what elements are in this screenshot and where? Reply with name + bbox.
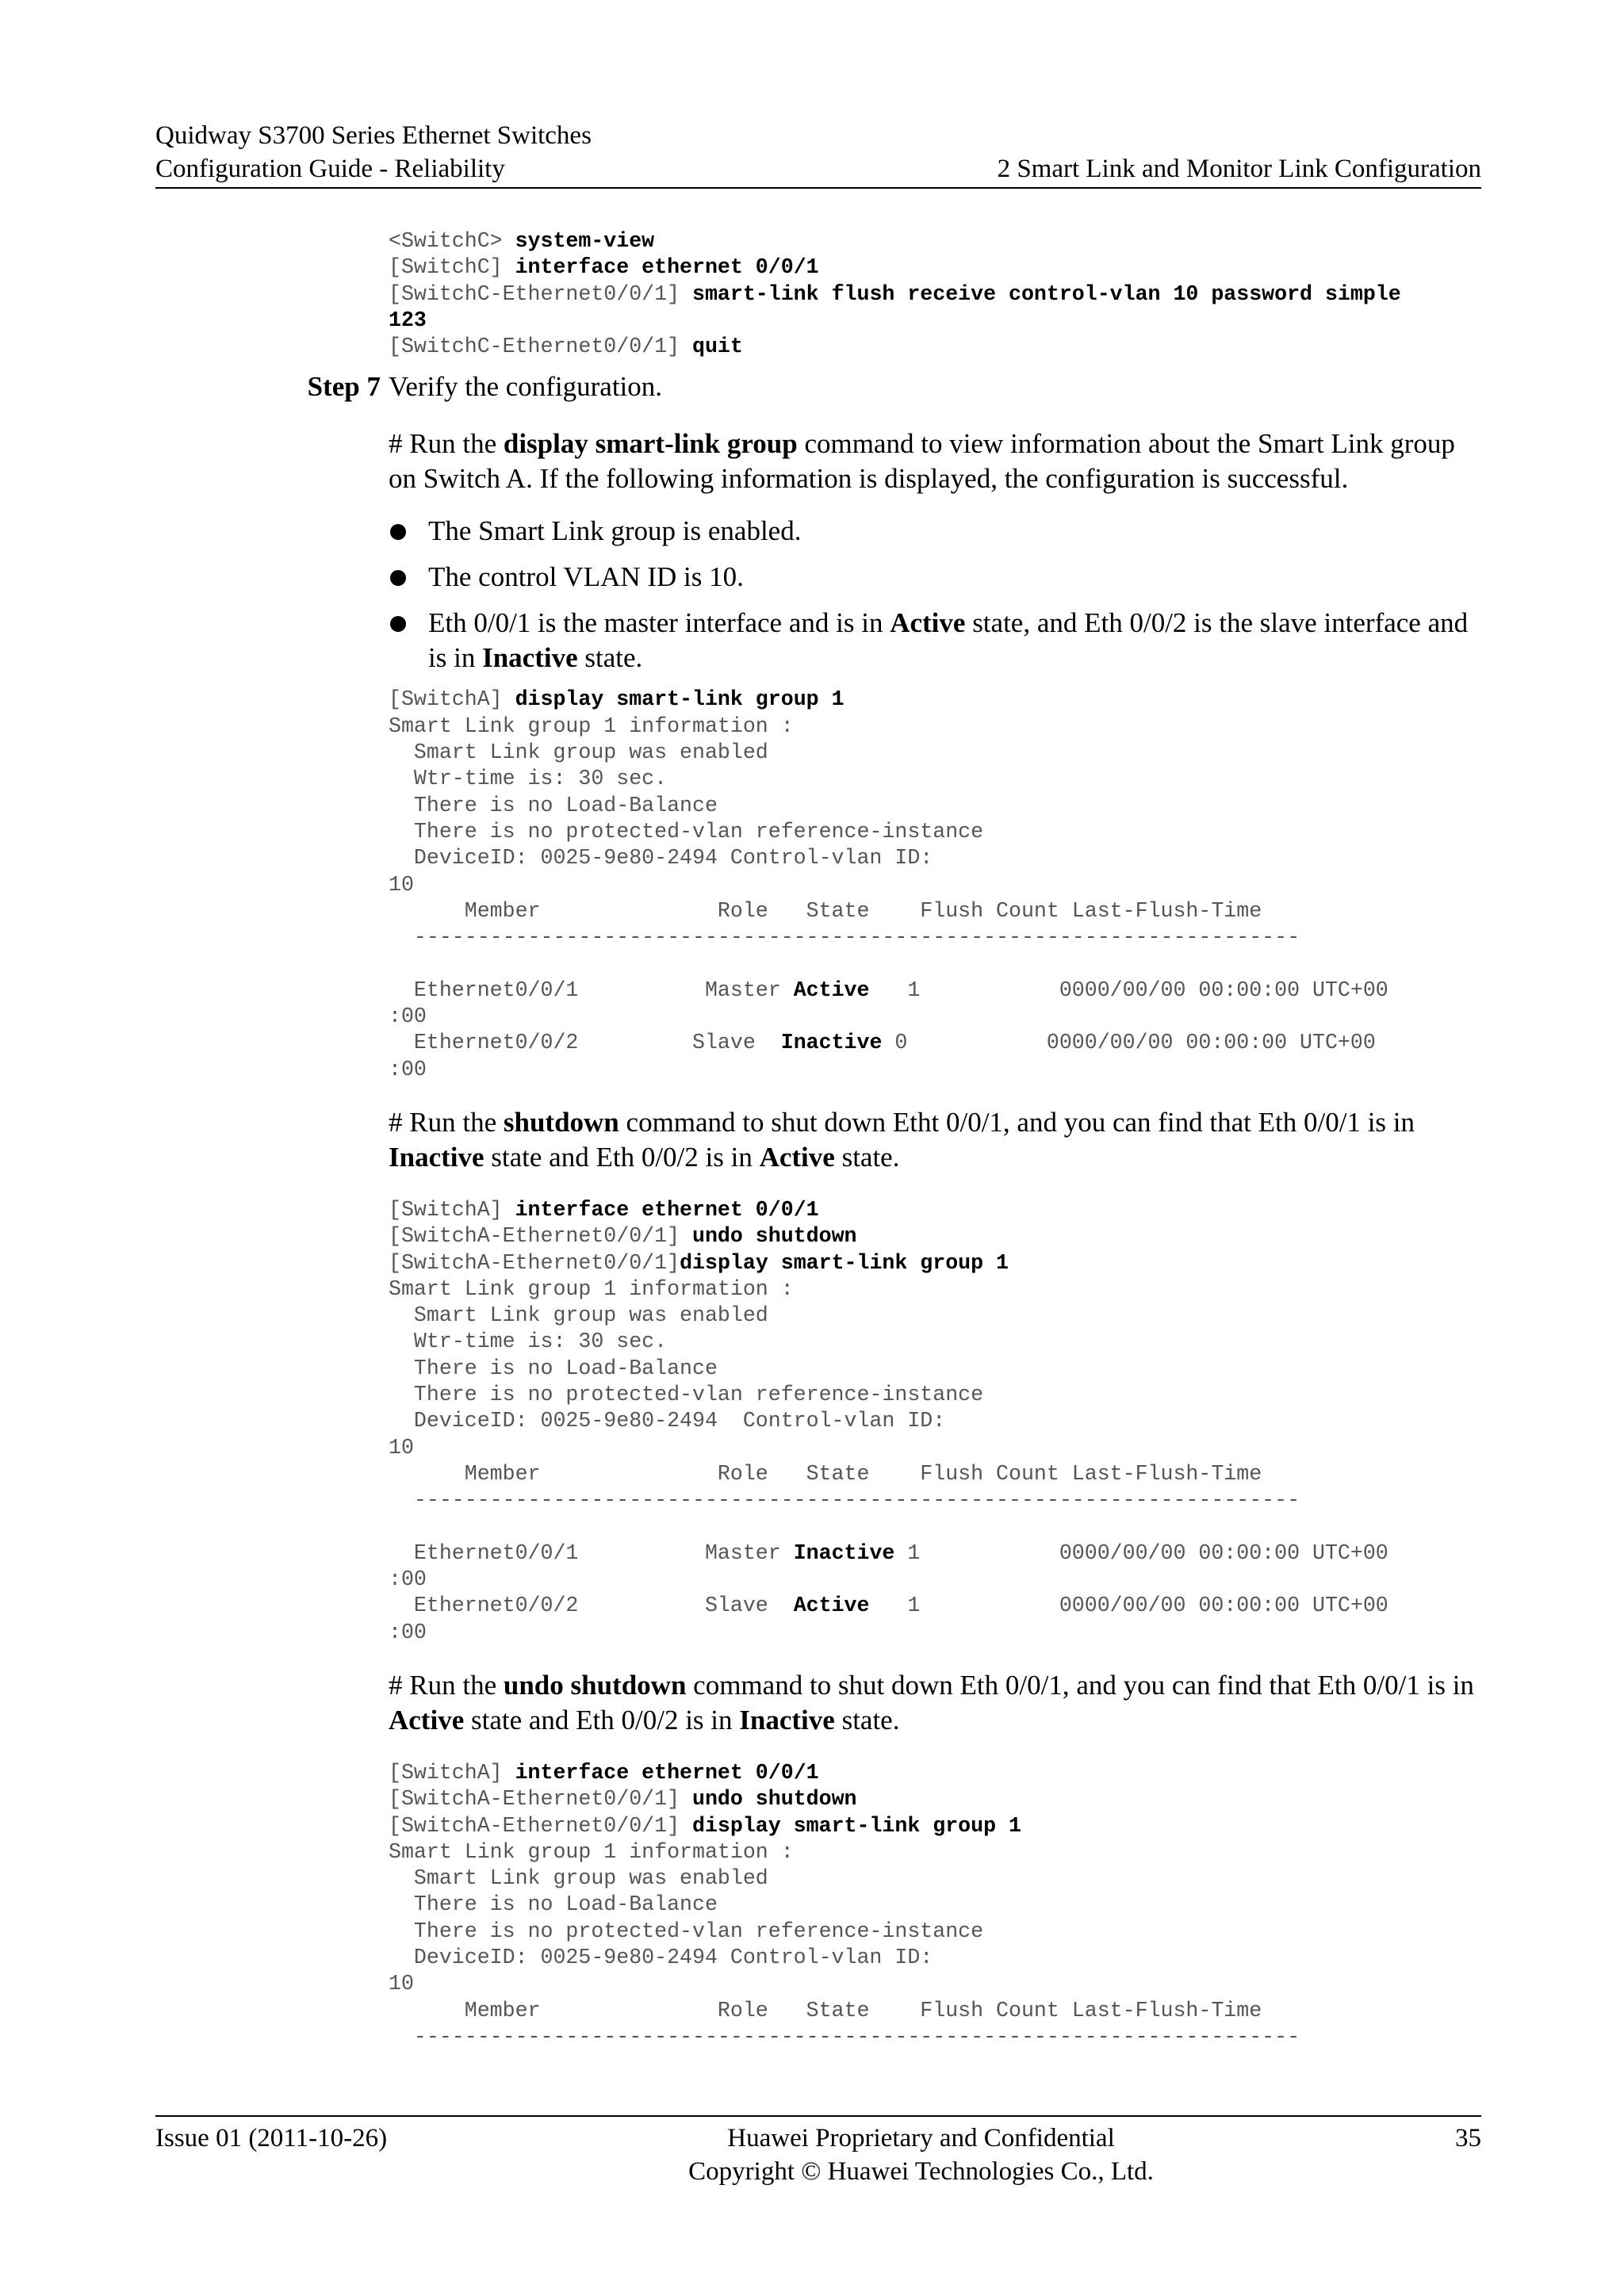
code-line bbox=[389, 1488, 1300, 1512]
code-line bbox=[389, 1383, 983, 1406]
text-fragment: command to shut down Eth 0/0/1, and you can find that Eth 0/0/1 is in bbox=[686, 1669, 1474, 1701]
code-text: [SwitchA-Ethernet0/0/1] bbox=[389, 1250, 680, 1275]
footer-copyright: Copyright © Huawei Technologies Co., Ltd. bbox=[688, 2157, 1154, 2186]
code-command: display smart-link group 1 bbox=[692, 1813, 1021, 1838]
header-product: Quidway S3700 Series Ethernet Switches bbox=[155, 121, 592, 150]
header-guide: Configuration Guide - Reliability bbox=[155, 155, 505, 183]
list-item bbox=[389, 514, 1484, 549]
text-fragment: state and Eth 0/0/2 is in bbox=[484, 1141, 760, 1173]
code-line bbox=[389, 1621, 427, 1644]
code-command: display smart-link group 1 bbox=[680, 1250, 1009, 1275]
code-command: system-view bbox=[515, 229, 655, 253]
code-text: Smart Link group 1 information : bbox=[389, 1276, 794, 1301]
code-line bbox=[389, 1462, 1262, 1486]
text-fragment: # Run the bbox=[389, 428, 504, 460]
code-text: [SwitchA-Ethernet0/0/1] bbox=[389, 1224, 693, 1249]
code-line bbox=[389, 1198, 819, 1222]
code-block-display-1 bbox=[389, 687, 1484, 1082]
code-command: Active bbox=[793, 978, 870, 1002]
code-block-display-3 bbox=[389, 1760, 1484, 2050]
code-line bbox=[389, 1972, 414, 1996]
page-footer bbox=[155, 2115, 1481, 2188]
code-line bbox=[389, 846, 933, 870]
page-content bbox=[307, 228, 1484, 2050]
code-line bbox=[389, 714, 794, 738]
step-label: Step 7 bbox=[307, 371, 381, 403]
code-line bbox=[389, 820, 983, 844]
code-line bbox=[389, 767, 667, 790]
code-line bbox=[389, 1330, 667, 1353]
header-row-1 bbox=[155, 119, 1481, 152]
list-item bbox=[389, 606, 1484, 675]
code-line bbox=[389, 1031, 1376, 1054]
state-inactive: Inactive bbox=[389, 1141, 485, 1173]
code-command: Inactive bbox=[780, 1031, 883, 1055]
code-line bbox=[389, 1946, 933, 1969]
text-fragment: Eth 0/0/1 is the master interface and is in bbox=[428, 607, 891, 639]
code-text: Ethernet0/0/2 Slave bbox=[389, 1031, 781, 1055]
code-text: 10 bbox=[389, 1435, 414, 1460]
paragraph-undo-shutdown bbox=[389, 1668, 1484, 1738]
code-line bbox=[389, 873, 414, 897]
code-line bbox=[389, 925, 1300, 949]
code-text: DeviceID: 0025-9e80-2494 Control-vlan ID: bbox=[389, 1409, 946, 1433]
code-text: Member Role State Flush Count Last-Flush-Time bbox=[389, 1461, 1262, 1486]
code-line bbox=[389, 1787, 856, 1811]
paragraph-display-command bbox=[389, 427, 1484, 496]
code-text: Smart Link group 1 information : bbox=[389, 714, 794, 738]
code-line bbox=[389, 1224, 856, 1248]
paragraph-shutdown bbox=[389, 1105, 1484, 1175]
code-command: undo shutdown bbox=[692, 1224, 857, 1249]
list-item-text: The Smart Link group is enabled. bbox=[428, 515, 802, 547]
code-line bbox=[389, 1303, 768, 1327]
code-line bbox=[389, 1840, 794, 1864]
code-text: :00 bbox=[389, 1567, 427, 1592]
code-line bbox=[389, 1999, 1262, 2022]
code-line bbox=[389, 1357, 718, 1380]
code-text: Ethernet0/0/1 Master bbox=[389, 978, 794, 1002]
code-text: ---------------------------------------------------------------------- bbox=[389, 2024, 1300, 2049]
code-text: 1 0000/00/00 00:00:00 UTC+00 bbox=[869, 978, 1388, 1002]
code-text: There is no Load-Balance bbox=[389, 1892, 718, 1917]
code-line bbox=[389, 1251, 1009, 1275]
header-row-2 bbox=[155, 152, 1481, 186]
code-line bbox=[389, 1058, 427, 1081]
code-block-switchc bbox=[389, 228, 1484, 360]
bullet-dot-icon bbox=[390, 570, 406, 586]
code-command: Active bbox=[793, 1594, 870, 1618]
header-chapter: 2 Smart Link and Monitor Link Configuration bbox=[997, 155, 1481, 183]
code-text: There is no Load-Balance bbox=[389, 793, 718, 817]
code-text: Ethernet0/0/2 Slave bbox=[389, 1594, 794, 1618]
code-text: [SwitchC-Ethernet0/0/1] bbox=[389, 281, 693, 306]
code-line bbox=[389, 308, 427, 332]
code-line bbox=[389, 1567, 427, 1591]
code-text: :00 bbox=[389, 1620, 427, 1644]
code-command: smart-link flush receive control-vlan 10 password simple bbox=[692, 281, 1401, 306]
code-text: [SwitchA-Ethernet0/0/1] bbox=[389, 1787, 693, 1812]
code-text: Member Role State Flush Count Last-Flush-Time bbox=[389, 898, 1262, 923]
code-text: ---------------------------------------------------------------------- bbox=[389, 1488, 1300, 1513]
code-line bbox=[389, 899, 1262, 923]
code-line bbox=[389, 229, 654, 253]
step-title: Verify the configuration. bbox=[389, 371, 663, 403]
code-line bbox=[389, 255, 819, 279]
bullet-dot-icon bbox=[390, 616, 406, 632]
code-text: There is no protected-vlan reference-instance bbox=[389, 1919, 984, 1943]
footer-row bbox=[155, 2122, 1481, 2188]
code-text: Smart Link group was enabled bbox=[389, 1866, 768, 1891]
code-text: [SwitchA] bbox=[389, 687, 515, 712]
code-text: Member Role State Flush Count Last-Flush-Time bbox=[389, 1998, 1262, 2022]
page-header bbox=[155, 119, 1481, 189]
code-text: 10 bbox=[389, 872, 414, 897]
footer-page-number: 35 bbox=[1455, 2124, 1481, 2152]
code-text: There is no protected-vlan reference-instance bbox=[389, 1383, 984, 1407]
text-fragment: # Run the bbox=[389, 1669, 504, 1701]
spacer bbox=[389, 1738, 1484, 1760]
code-text: ---------------------------------------------------------------------- bbox=[389, 925, 1300, 950]
code-command: undo shutdown bbox=[692, 1787, 857, 1812]
text-fragment: state. bbox=[834, 1704, 900, 1735]
code-text: DeviceID: 0025-9e80-2494 Control-vlan ID: bbox=[389, 1946, 933, 1970]
code-command: 123 bbox=[389, 308, 427, 332]
code-line bbox=[389, 1866, 768, 1890]
code-text: Smart Link group was enabled bbox=[389, 740, 768, 765]
command-name: undo shutdown bbox=[503, 1669, 687, 1701]
code-text: There is no protected-vlan reference-instance bbox=[389, 819, 984, 844]
code-line bbox=[389, 1004, 427, 1028]
list-item-text: The control VLAN ID is 10. bbox=[428, 561, 744, 593]
code-command: display smart-link group 1 bbox=[515, 687, 845, 712]
code-text: Smart Link group was enabled bbox=[389, 1303, 768, 1328]
state-active: Active bbox=[389, 1704, 465, 1735]
text-fragment: state and Eth 0/0/2 is in bbox=[464, 1704, 740, 1735]
code-text: [SwitchA] bbox=[389, 1760, 515, 1785]
code-line bbox=[389, 978, 1388, 1002]
state-inactive: Inactive bbox=[482, 642, 578, 674]
state-active: Active bbox=[759, 1141, 835, 1173]
footer-issue: Issue 01 (2011-10-26) bbox=[155, 2124, 388, 2152]
code-text: :00 bbox=[389, 1057, 427, 1081]
code-line bbox=[389, 335, 743, 358]
code-line bbox=[389, 1892, 718, 1916]
code-command: Inactive bbox=[793, 1540, 895, 1565]
code-text: :00 bbox=[389, 1004, 427, 1029]
code-line bbox=[389, 687, 845, 711]
code-text: 10 bbox=[389, 1972, 414, 1996]
code-line bbox=[389, 1919, 983, 1943]
code-text: [SwitchC] bbox=[389, 255, 515, 280]
code-line bbox=[389, 2025, 1300, 2049]
code-line bbox=[389, 1409, 945, 1433]
command-name: shutdown bbox=[503, 1106, 619, 1138]
code-line bbox=[389, 1761, 819, 1785]
code-line bbox=[389, 794, 718, 817]
text-fragment: state, and Eth 0/0/2 is the slave interface and is in bbox=[428, 607, 1469, 674]
code-text: There is no Load-Balance bbox=[389, 1356, 718, 1380]
footer-center bbox=[688, 2122, 1154, 2188]
code-command: interface ethernet 0/0/1 bbox=[515, 1197, 819, 1222]
code-text: Smart Link group 1 information : bbox=[389, 1839, 794, 1864]
code-line bbox=[389, 740, 768, 764]
code-line bbox=[389, 1436, 414, 1460]
code-line bbox=[389, 1277, 794, 1301]
code-text: 1 0000/00/00 00:00:00 UTC+00 bbox=[894, 1540, 1388, 1565]
text-fragment: command to view information about the Smart Link group on Switch A. If the following information is displayed, the configuration is successful. bbox=[389, 428, 1455, 495]
command-name: display smart-link group bbox=[503, 428, 798, 460]
footer-proprietary: Huawei Proprietary and Confidential bbox=[727, 2124, 1115, 2152]
code-text: <SwitchC> bbox=[389, 229, 515, 253]
code-block-display-2 bbox=[389, 1197, 1484, 1646]
success-criteria-list bbox=[389, 514, 1484, 675]
text-fragment: state. bbox=[834, 1141, 900, 1173]
code-line bbox=[389, 1594, 1388, 1617]
text-fragment: command to shut down Etht 0/0/1, and you can find that Eth 0/0/1 is in bbox=[619, 1106, 1415, 1138]
text-fragment: # Run the bbox=[389, 1106, 504, 1138]
bullet-dot-icon bbox=[390, 524, 406, 540]
state-inactive: Inactive bbox=[739, 1704, 835, 1735]
list-item bbox=[389, 560, 1484, 595]
code-text: [SwitchA-Ethernet0/0/1] bbox=[389, 1813, 693, 1838]
spacer bbox=[389, 1175, 1484, 1197]
code-line bbox=[389, 282, 1401, 306]
text-fragment: state. bbox=[577, 642, 643, 674]
code-text: Wtr-time is: 30 sec. bbox=[389, 1330, 668, 1354]
code-text: DeviceID: 0025-9e80-2494 Control-vlan ID: bbox=[389, 846, 933, 871]
code-line bbox=[389, 1541, 1388, 1565]
state-active: Active bbox=[890, 607, 966, 639]
code-text: 0 0000/00/00 00:00:00 UTC+00 bbox=[882, 1031, 1376, 1055]
code-text: Ethernet0/0/1 Master bbox=[389, 1540, 794, 1565]
code-text: Wtr-time is: 30 sec. bbox=[389, 767, 668, 791]
step-7 bbox=[307, 369, 1484, 404]
code-line bbox=[389, 1814, 1021, 1838]
code-text: 1 0000/00/00 00:00:00 UTC+00 bbox=[869, 1594, 1388, 1618]
code-command: quit bbox=[692, 335, 743, 359]
code-text: [SwitchA] bbox=[389, 1197, 515, 1222]
code-command: interface ethernet 0/0/1 bbox=[515, 1760, 819, 1785]
code-text: [SwitchC-Ethernet0/0/1] bbox=[389, 335, 693, 359]
code-command: interface ethernet 0/0/1 bbox=[515, 255, 819, 280]
